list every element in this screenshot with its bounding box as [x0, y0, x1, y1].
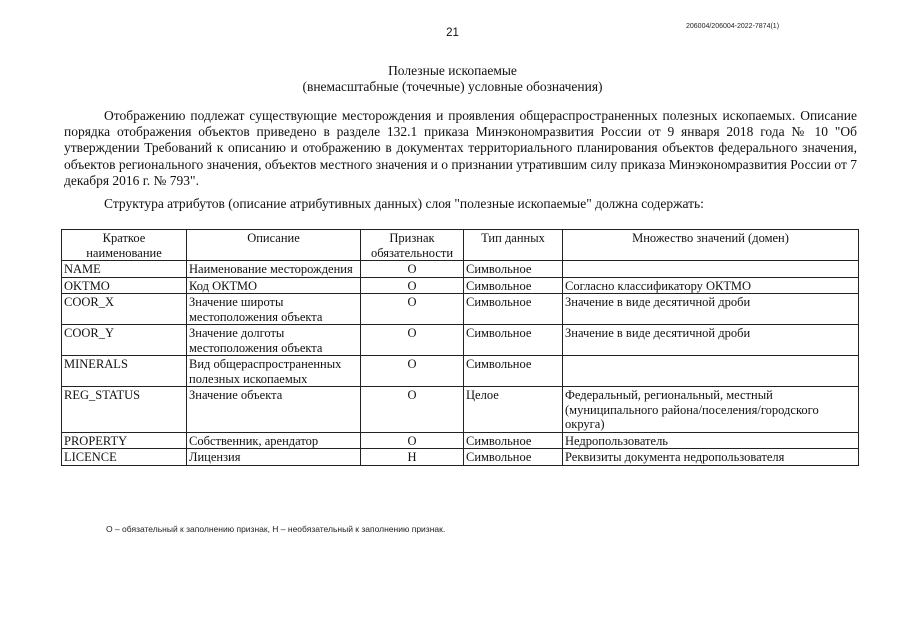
cell-short-name: REG_STATUS [62, 387, 187, 433]
cell-short-name: LICENCE [62, 449, 187, 466]
table-header-row [62, 230, 859, 261]
cell-required-flag: О [361, 356, 464, 387]
cell-data-type: Символьное [464, 356, 563, 387]
cell-description: Наименование месторождения [187, 261, 361, 278]
cell-domain: Федеральный, региональный, местный (муниципального района/поселения/городского округа) [563, 387, 859, 433]
table-row [62, 432, 859, 449]
cell-data-type: Символьное [464, 449, 563, 466]
cell-short-name: COOR_Y [62, 325, 187, 356]
cell-description: Код ОКТМО [187, 277, 361, 294]
cell-description: Значение долготы местоположения объекта [187, 325, 361, 356]
cell-data-type: Целое [464, 387, 563, 433]
header-domain: Множество значений (домен) [563, 230, 859, 261]
cell-data-type: Символьное [464, 261, 563, 278]
cell-required-flag: О [361, 387, 464, 433]
cell-short-name: COOR_X [62, 294, 187, 325]
cell-domain: Реквизиты документа недропользователя [563, 449, 859, 466]
header-description: Описание [187, 230, 361, 261]
header-short-name: Краткое наименование [62, 230, 187, 261]
cell-required-flag: О [361, 432, 464, 449]
cell-required-flag: О [361, 261, 464, 278]
cell-data-type: Символьное [464, 432, 563, 449]
cell-data-type: Символьное [464, 294, 563, 325]
page-number: 21 [446, 27, 459, 39]
cell-domain: Согласно классификатору ОКТМО [563, 277, 859, 294]
cell-required-flag: О [361, 277, 464, 294]
cell-required-flag: О [361, 325, 464, 356]
structure-paragraph: Структура атрибутов (описание атрибутивных данных) слоя "полезные ископаемые" должна содержать: [104, 196, 704, 211]
intro-paragraph: Отображению подлежат существующие месторождения и проявления общераспространенных полезных ископаемых. Описание порядка отображения объектов приведено в разделе 132.1 приказа Минэкономразвития России от 9 января 2018 года № 10 "Об утверждении Требований к описанию и отображению в документах территориального планирования объектов федерального значения, объектов регионального значения, объектов местного значения и о признании утратившим силу приказа Минэкономразвития России от 7 декабря 2016 г. № 793". [64, 108, 857, 188]
table-row [62, 325, 859, 356]
cell-domain: Значение в виде десятичной дроби [563, 294, 859, 325]
cell-data-type: Символьное [464, 325, 563, 356]
cell-short-name: MINERALS [62, 356, 187, 387]
cell-description: Значение объекта [187, 387, 361, 433]
header-required-flag: Признак обязательности [361, 230, 464, 261]
section-title: Полезные ископаемые [388, 63, 517, 78]
table-row [62, 356, 859, 387]
cell-domain [563, 356, 859, 387]
cell-domain: Значение в виде десятичной дроби [563, 325, 859, 356]
table-row [62, 277, 859, 294]
document-code: 206004/206004-2022-7874(1) [686, 23, 780, 30]
cell-description: Собственник, арендатор [187, 432, 361, 449]
cell-domain: Недропользователь [563, 432, 859, 449]
footnote: О – обязательный к заполнению признак, Н – необязательный к заполнению признак. [106, 524, 446, 534]
attributes-table [61, 229, 859, 466]
cell-data-type: Символьное [464, 277, 563, 294]
table-row [62, 387, 859, 433]
header-data-type: Тип данных [464, 230, 563, 261]
section-subtitle: (внемасштабные (точечные) условные обозначения) [302, 79, 603, 94]
cell-domain [563, 261, 859, 278]
cell-required-flag: Н [361, 449, 464, 466]
cell-short-name: OKTMO [62, 277, 187, 294]
cell-description: Значение широты местоположения объекта [187, 294, 361, 325]
cell-required-flag: О [361, 294, 464, 325]
cell-description: Вид общераспространенных полезных ископаемых [187, 356, 361, 387]
cell-short-name: NAME [62, 261, 187, 278]
cell-description: Лицензия [187, 449, 361, 466]
table-row [62, 449, 859, 466]
table-row [62, 294, 859, 325]
table-row [62, 261, 859, 278]
cell-short-name: PROPERTY [62, 432, 187, 449]
